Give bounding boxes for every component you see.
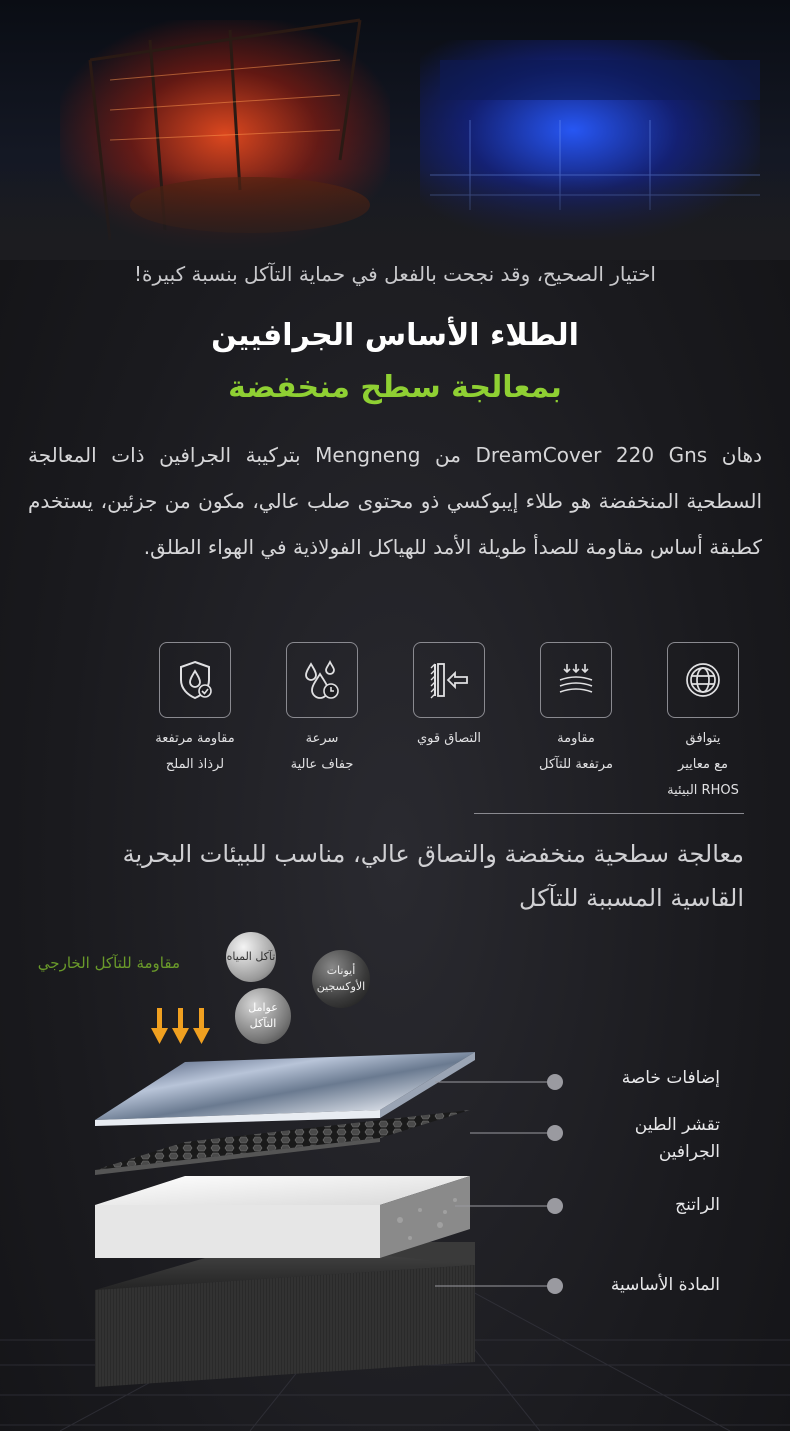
feature-label: سرعة جفاف عالية xyxy=(290,731,354,772)
feature-corrosion-resistance xyxy=(511,642,641,778)
feature-label: مقاومة مرتفعة للتآكل xyxy=(539,731,613,772)
feature-list xyxy=(130,642,760,812)
feature-adhesion xyxy=(384,642,514,752)
layer-label-base-material: المادة الأساسية xyxy=(610,1275,720,1295)
shield-droplet-icon xyxy=(173,658,217,702)
external-corrosion-label: مقاومة للتآكل الخارجي xyxy=(37,954,180,972)
coating-layers-diagram xyxy=(0,920,790,1431)
globe-icon xyxy=(681,658,725,702)
drops-clock-icon xyxy=(300,658,344,702)
layer-label-graphene-flakes: تقشر الطين الجرافين xyxy=(634,1115,720,1162)
corrosion-agents-bubble: عوامل التآكل xyxy=(235,988,291,1044)
layers-illustration xyxy=(0,920,790,1431)
feature-label: يتوافق مع معايير RHOS البيئية xyxy=(667,731,739,798)
suitability-text: معالجة سطحية منخفضة والتصاق عالي، مناسب للبيئات البحرية القاسية المسببة للتآكل xyxy=(122,840,744,912)
adhesion-arrow-icon xyxy=(427,658,471,702)
hero-industrial-image xyxy=(0,0,790,260)
feature-label: التصاق قوي xyxy=(416,731,482,746)
layer-label-resin: الراتنج xyxy=(675,1195,720,1215)
feature-fast-drying xyxy=(257,642,387,778)
intro-text: اختيار الصحيح، وقد نجحت بالفعل في حماية التآكل بنسبة كبيرة! xyxy=(134,262,656,286)
layer-label-special-additives: إضافات خاصة xyxy=(621,1068,720,1088)
feature-label: مقاومة مرتفعة لرذاذ الملح xyxy=(155,731,235,772)
oxygen-ions-bubble: أيونات الأوكسجين xyxy=(312,950,370,1008)
pressure-layers-icon xyxy=(554,658,598,702)
feature-salt-spray xyxy=(130,642,260,778)
feature-rhos-compliance xyxy=(638,642,768,804)
divider xyxy=(474,813,744,814)
product-description: دهان DreamCover 220 Gns من Mengneng بتركيبة الجرافين ذات المعالجة السطحية المنخفضة هو طلاء إيبوكسي ذو محتوى صلب عالي، مكون من جزئين، يستخدم كطبقة أساس مقاومة للصدأ طويلة الأمد للهياكل الفولاذية في الهواء الطلق. xyxy=(28,443,762,559)
water-corrosion-bubble: تآكل المياه xyxy=(226,932,276,982)
page-subtitle: بمعالجة سطح منخفضة xyxy=(228,370,562,405)
page-title: الطلاء الأساس الجرافيين xyxy=(211,318,579,353)
